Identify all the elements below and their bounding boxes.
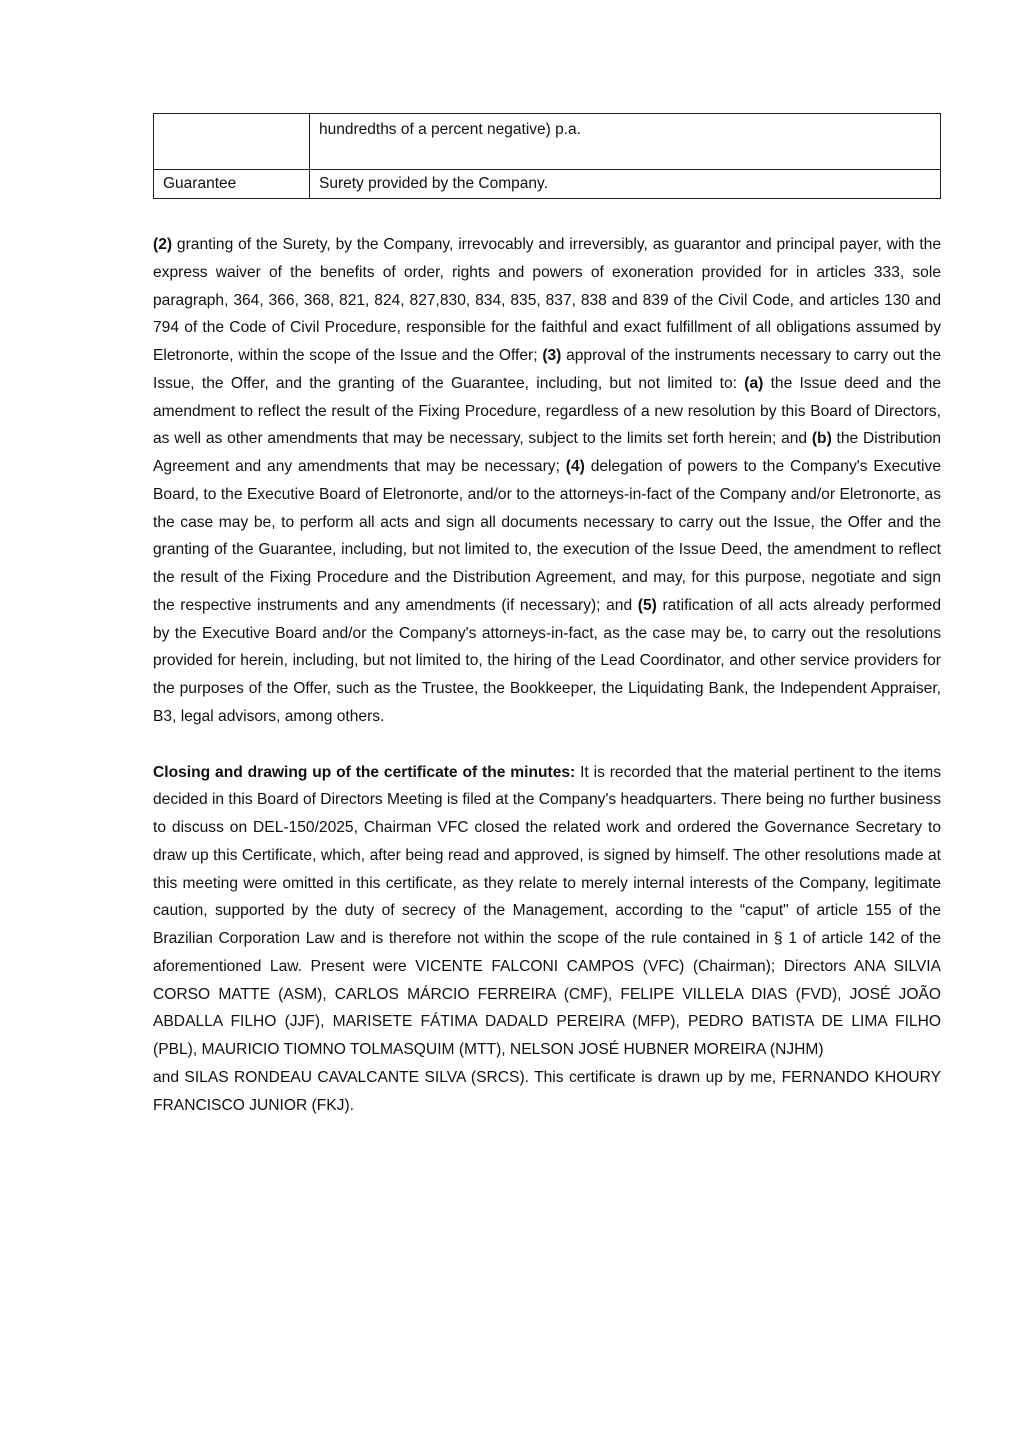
- item-text: approval of the instruments necessary to carry out the Issue, the Offer, and the granting of the Guarantee, including, but not limited to:: [153, 347, 942, 392]
- item-text: the Distribution Agreement and any amendments that may be necessary;: [153, 430, 941, 475]
- item-marker: (3): [542, 347, 562, 364]
- item-text: the Issue deed and the amendment to reflect the result of the Fixing Procedure, regardless of a new resolution by this Board of Directors, as well as other amendments that may be necessary, subject to the limits set forth herein; and: [153, 374, 941, 448]
- item-marker: (a): [744, 374, 764, 392]
- table-cell-value: Surety provided by the Company.: [310, 170, 941, 199]
- item-text: delegation of powers to the Company's Executive Board, to the Executive Board of Eletronorte, and/or to the attorneys-in-fact of the Company and/or Eletronorte, as the case may be, to perform all acts and sign all documents necessary to carry out the Issue, the Offer and the granting of the Guarantee, including, but not limited to, the execution of the Issue Deed, the amendment to reflect the result of the Fixing Procedure and the Distribution Agreement, and may, for this purpose, negotiate and sign the respective instruments and any amendments (if necessary); and: [153, 458, 941, 614]
- table-cell-value: hundredths of a percent negative) p.a.: [310, 114, 941, 170]
- table-row: [154, 170, 941, 199]
- item-marker: (5): [637, 596, 657, 614]
- terms-table: [153, 113, 941, 199]
- item-marker: (b): [811, 430, 832, 448]
- closing-text: It is recorded that the material pertinent to the items decided in this Board of Directors Meeting is filed at the Company's headquarters. There being no further business to discuss on DEL-150/2025, Chairman VFC closed the related work and ordered the Governance Secretary to draw up this Certificate, which, after being read and approved, is signed by himself. The other resolutions made at this meeting were omitted in this certificate, as they relate to merely internal interests of the Company, legitimate caution, supported by the duty of secrecy of the Management, according to the “caput" of article 155 of the Brazilian Corporation Law and is therefore not within the scope of the rule contained in § 1 of article 142 of the aforementioned Law. Present were VICENTE FALCONI CAMPOS (VFC) (Chairman); Directors ANA SILVIA CORSO MATTE (ASM), CARLOS MÁRCIO FERREIRA (CMF), FELIPE VILLELA DIAS (FVD), JOSÉ JOÃO ABDALLA FILHO (JJF), MARISETE FÁTIMA DADALD PEREIRA (MFP), PEDRO BATISTA DE LIMA FILHO (PBL), MAURICIO TIOMNO TOLMASQUIM (MTT), NELSON JOSÉ HUBNER MOREIRA (NJHM): [153, 763, 942, 1058]
- item-marker: (4): [565, 458, 585, 475]
- resolutions-paragraph: [153, 231, 941, 731]
- item-text: ratification of all acts already performed by the Executive Board and/or the Company's attorneys-in-fact, as the case may be, to carry out the resolutions provided for herein, including, but not limited to, the hiring of the Lead Coordinator, and other service providers for the purposes of the Offer, such as the Trustee, the Bookkeeper, the Liquidating Bank, the Independent Appraiser, B3, legal advisors, among others.: [153, 596, 941, 725]
- item-text: granting of the Surety, by the Company, irrevocably and irreversibly, as guarantor and principal payer, with the express waiver of the benefits of order, rights and powers of exoneration provided for in articles 333, sole paragraph, 364, 366, 368, 821, 824, 827,830, 834, 835, 837, 838 and 839 of the Civil Code, and articles 130 and 794 of the Code of Civil Procedure, responsible for the faithful and exact fulfillment of all obligations assumed by Eletronorte, within the scope of the Issue and the Offer;: [153, 236, 941, 364]
- closing-heading: Closing and drawing up of the certificate of the minutes:: [153, 763, 576, 781]
- signature-paragraph: and SILAS RONDEAU CAVALCANTE SILVA (SRCS). This certificate is drawn up by me, FERNANDO KHOURY FRANCISCO JUNIOR (FKJ).: [153, 1068, 941, 1114]
- table-row: [154, 114, 941, 170]
- table-cell-label: Guarantee: [154, 170, 310, 199]
- document-page: [153, 113, 941, 1119]
- item-marker: (2): [153, 236, 173, 253]
- closing-paragraph: [153, 759, 941, 1064]
- table-cell-label: [154, 114, 310, 170]
